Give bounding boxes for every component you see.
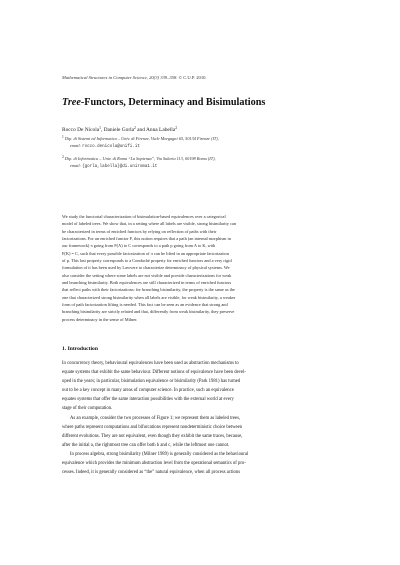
affiliation-name: Dip. di Informatica – Univ. di Roma “La Sapienza”, Via Salaria 113, 00198 Roma (IT), xyxy=(64,156,216,161)
body-line: oped in the years; in particular, bisimulation equivalence or bisimilarity (Park 1981) has turned xyxy=(62,379,241,385)
abstract-line: F(K) = C, such that every possible factorization of π can be lifted in an appropriate factorization xyxy=(62,250,229,256)
body-line: cesses. Indeed, it is generally considered as “the” natural equivalence, when all process actions xyxy=(62,470,241,476)
author-list xyxy=(62,126,177,133)
body-line: In process algebra, strong bisimilarity (Milner 1989) is generally considered as the behavioural xyxy=(70,451,249,457)
affiliation-mark: 2 xyxy=(62,155,64,159)
author-affiliation-mark: 2 xyxy=(175,126,177,130)
abstract-line: of p. This last property corresponds to a Conduché property for enriched functors and a very rigid xyxy=(62,258,232,264)
body-line: out to be a key concept in many areas of computer science. In practice, such an equivalence xyxy=(62,388,234,394)
title-rest: -Functors, Determinacy and Bisimulations xyxy=(80,97,266,108)
copyright-notice: © C.U.P. 2010. xyxy=(178,75,207,80)
affiliation xyxy=(62,154,216,171)
paper-title xyxy=(62,97,265,108)
affiliation-name: Dip. di Sistemi ed Informatica – Univ. di Firenze, Viale Morgagni 65, 50134 Firenze (IT), xyxy=(64,136,219,141)
abstract-line: model of labeled trees. We show that, in a setting where all labels are visible, strong bisimilarity can xyxy=(62,221,236,227)
abstract-line: be characterized in terms of enriched functors by relying on reflection of paths with their xyxy=(62,228,217,234)
email-label: email: xyxy=(70,163,81,168)
body-line: different evolutions. They are not equivalent, even though they exhibit the same traces, because, xyxy=(62,433,243,439)
body-line: where paths represent computations and bifurcations represent nondeterministic choice between xyxy=(62,424,243,430)
email-address: {gorla,labella}@di.uniroma1.it xyxy=(82,165,158,169)
author-separator: , xyxy=(100,127,104,133)
author-name: Rocco De Nicola xyxy=(62,127,100,133)
journal-citation: Mathematical Structures in Computer Science, 20(3) 339–358. xyxy=(62,75,178,80)
abstract-line: formulation of it has been used by Lawvere to characterize determinacy of physical systems. We xyxy=(62,265,230,271)
email-label: email: xyxy=(70,143,81,148)
body-line: stage of their computation. xyxy=(62,406,113,412)
abstract-line: process determinacy in the sense of Milner. xyxy=(62,316,138,322)
abstract-line: We study the functorial characterization of bisimulation-based equivalences over a categorical xyxy=(62,214,226,219)
author-affiliation-mark: 2 xyxy=(134,126,136,130)
abstract-line: and branching bisimilarity. Both equivalences are still characterized in terms of enriched functors xyxy=(62,280,232,286)
author-separator: and xyxy=(135,127,146,133)
body-line: In concurrency theory, behavioural equivalences have been used as abstraction mechanisms to xyxy=(62,361,239,366)
body-line: equates systems that offer the same interaction possibilities with the external world at every xyxy=(62,397,234,403)
body-line: equate systems that exhibit the same behaviour. Different notions of equivalence have been devel- xyxy=(62,370,246,376)
journal-header xyxy=(62,75,207,80)
body-line: after the initial a, the rightmost tree can offer both b and c, while the leftmost one cannot. xyxy=(62,442,230,448)
abstract-line: also consider the setting where some labels are not visible and provide characterizations for weak xyxy=(62,272,232,278)
abstract-line: that reflect paths with their factorizations: for branching bisimilarity, the property is the same as the xyxy=(62,287,235,293)
section-body xyxy=(62,359,336,477)
section-heading: 1. Introduction xyxy=(62,346,98,352)
abstract-line: one that characterized strong bisimilarity when all labels are visible, for weak bisimilarity, a weaker xyxy=(62,294,236,300)
abstract-line: branching bisimilarity are strictly related and that, differently from weak bisimilarity, they preserve xyxy=(62,309,235,315)
email-address: rocco.denicola@unifi.it xyxy=(82,145,140,149)
abstract-line: form of path factorization lifting is needed. This fact can be seen as an evidence that strong and xyxy=(62,302,228,308)
author-name: Daniele Gorla xyxy=(103,127,135,133)
body-line: As an example, consider the two processes of Figure 1; we represent them as labeled trees, xyxy=(70,415,241,421)
title-italic: Tree xyxy=(62,97,81,108)
abstract-line: our framework) π going from F(A) to C corresponds to a path p going from A to K, with xyxy=(62,243,216,249)
author-name: Anna Labella xyxy=(146,127,176,133)
affiliation xyxy=(62,134,219,151)
body-line: equivalence which provides the minimum abstraction level from the operational semantics of pro- xyxy=(62,461,246,467)
affiliation-mark: 1 xyxy=(62,135,64,139)
author-affiliation-mark: 1 xyxy=(99,126,101,130)
abstract-line: factorizations. For an enriched functor F, this notion requires that a path (an internal morphism in xyxy=(62,236,231,242)
abstract xyxy=(62,213,336,323)
